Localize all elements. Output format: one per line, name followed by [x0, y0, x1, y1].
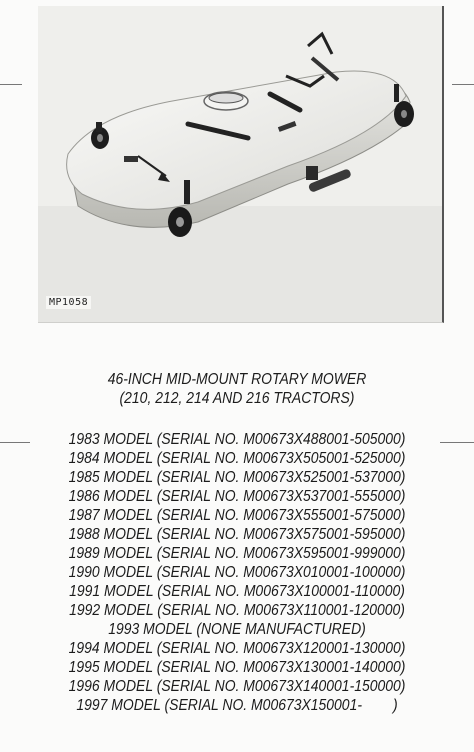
model-line: 1986 MODEL (SERIAL NO. M00673X537001-555000)	[68, 488, 406, 505]
mower-deck-illustration	[38, 6, 442, 322]
title-line-2: (210, 212, 214 AND 216 TRACTORS)	[119, 390, 355, 407]
model-line: 1984 MODEL (SERIAL NO. M00673X505001-525000)	[68, 450, 406, 467]
model-line: 1993 MODEL (NONE MANUFACTURED)	[108, 621, 366, 638]
model-line: 1983 MODEL (SERIAL NO. M00673X488001-505000)	[68, 431, 406, 448]
model-line: 1994 MODEL (SERIAL NO. M00673X120001-130000)	[68, 640, 406, 657]
mower-photo	[38, 6, 444, 323]
model-line: 1991 MODEL (SERIAL NO. M00673X100001-110000)	[69, 583, 405, 600]
model-line: 1995 MODEL (SERIAL NO. M00673X130001-140000)	[68, 659, 406, 676]
model-line: 1989 MODEL (SERIAL NO. M00673X595001-999000)	[68, 545, 406, 562]
scan-edge-mark-right	[452, 84, 474, 85]
model-line: 1985 MODEL (SERIAL NO. M00673X525001-537000)	[68, 469, 406, 486]
model-serial-list	[24, 430, 451, 715]
model-line: 1988 MODEL (SERIAL NO. M00673X575001-595000)	[68, 526, 406, 543]
model-line: 1997 MODEL (SERIAL NO. M00673X150001- )	[76, 697, 398, 714]
model-line: 1992 MODEL (SERIAL NO. M00673X110001-120000)	[69, 602, 405, 619]
model-line: 1996 MODEL (SERIAL NO. M00673X140001-150000)	[68, 678, 406, 695]
scan-edge-mark-left	[0, 84, 22, 85]
model-line: 1987 MODEL (SERIAL NO. M00673X555001-575000)	[68, 507, 406, 524]
document-title	[24, 370, 451, 408]
figure-label: MP1058	[46, 296, 91, 309]
title-line-1: 46-INCH MID-MOUNT ROTARY MOWER	[107, 371, 367, 388]
model-line: 1990 MODEL (SERIAL NO. M00673X010001-100000)	[68, 564, 406, 581]
